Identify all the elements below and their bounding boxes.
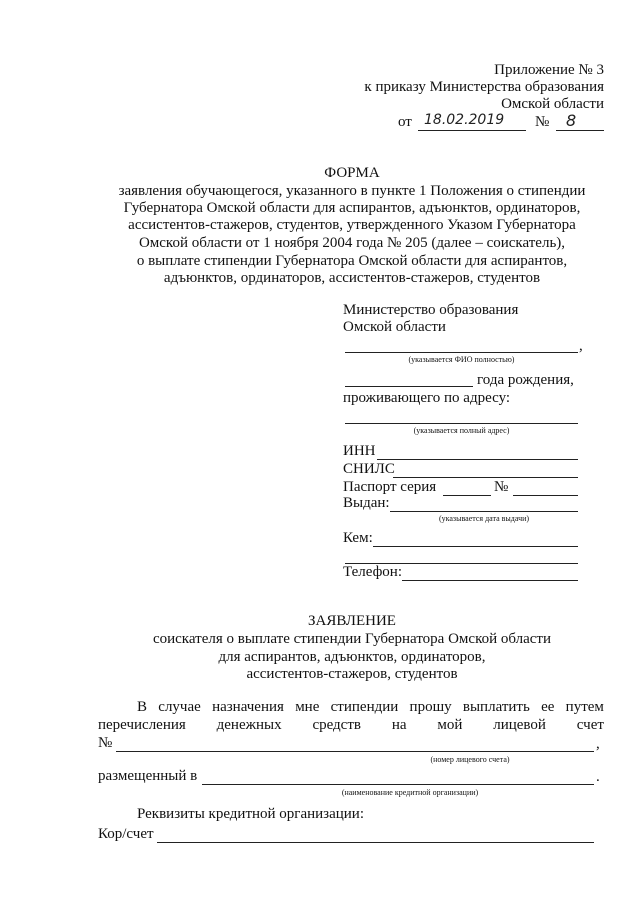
passport-number-field[interactable] bbox=[513, 495, 578, 496]
body-word: счет bbox=[576, 717, 604, 733]
address-field[interactable] bbox=[345, 423, 578, 424]
address-hint: (указывается полный адрес) bbox=[413, 426, 510, 435]
inn-label: ИНН bbox=[343, 443, 376, 459]
body-word: на bbox=[391, 717, 407, 733]
body-word: назначения bbox=[212, 699, 284, 715]
date-line bbox=[418, 130, 526, 131]
issue-date-hint: (указывается дата выдачи) bbox=[438, 514, 530, 523]
residing-label: проживающего по адресу: bbox=[343, 390, 511, 406]
issued-by-label: Кем: bbox=[343, 530, 373, 546]
snils-field[interactable] bbox=[393, 477, 578, 478]
bank-name-hint: (наименование кредитной организации) bbox=[341, 788, 479, 797]
ministry-name-line1: Министерство образования bbox=[343, 302, 519, 318]
body-word: ее bbox=[541, 699, 555, 715]
appendix-number: Приложение № 3 bbox=[494, 62, 604, 78]
birth-year-label: года рождения, bbox=[477, 372, 574, 388]
statement-subtitle-line: ассистентов-стажеров, студентов bbox=[246, 666, 458, 682]
account-number-label: № bbox=[98, 735, 113, 751]
passport-number-label: № bbox=[494, 479, 509, 495]
body-word: прошу bbox=[409, 699, 452, 715]
placed-in-label: размещенный в bbox=[98, 768, 198, 784]
fio-field[interactable] bbox=[345, 352, 578, 353]
form-description-line: о выплате стипендии Губернатора Омской области для аспирантов, bbox=[136, 253, 568, 269]
form-description-line: адъюнктов, ординаторов, ассистентов-стажеров, студентов bbox=[163, 270, 541, 286]
form-heading: ФОРМА bbox=[324, 165, 380, 181]
body-word: случае bbox=[158, 699, 201, 715]
statement-subtitle-line: соискателя о выплате стипендии Губернатора Омской области bbox=[152, 631, 552, 647]
statement-body-line2 bbox=[98, 717, 604, 734]
issued-by-field[interactable] bbox=[373, 546, 578, 547]
form-description-line: ассистентов-стажеров, студентов, утвержденного Указом Губернатора bbox=[128, 217, 576, 233]
account-comma: , bbox=[596, 736, 600, 752]
body-word: путем bbox=[565, 699, 604, 715]
issue-date-field[interactable] bbox=[390, 511, 578, 512]
form-description-line: заявления обучающегося, указанного в пункте 1 Положения о стипендии bbox=[118, 183, 586, 199]
body-word: мой bbox=[437, 717, 463, 733]
phone-field[interactable] bbox=[402, 580, 578, 581]
snils-label: СНИЛС bbox=[343, 461, 395, 477]
inn-field[interactable] bbox=[377, 459, 578, 460]
account-number-hint: (номер лицевого счета) bbox=[430, 755, 510, 764]
bank-name-field[interactable] bbox=[202, 784, 594, 785]
number-label: № bbox=[535, 114, 550, 130]
fio-comma: , bbox=[579, 338, 583, 354]
body-word: В bbox=[137, 699, 148, 715]
statement-subtitle-line: для аспирантов, адъюнктов, ординаторов, bbox=[218, 649, 486, 665]
placed-in-dot: . bbox=[596, 769, 600, 785]
body-word: лицевой bbox=[493, 717, 546, 733]
statement-body-line1 bbox=[137, 699, 604, 716]
issued-label: Выдан: bbox=[343, 495, 390, 511]
date-prefix: от bbox=[398, 114, 412, 130]
appendix-order-ref: к приказу Министерства образования bbox=[364, 79, 604, 95]
order-date-handwritten: 18.02.2019 bbox=[424, 112, 505, 128]
fio-hint: (указывается ФИО полностью) bbox=[408, 355, 515, 364]
appendix-region: Омской области bbox=[501, 96, 604, 112]
passport-series-label: Паспорт серия bbox=[343, 479, 437, 495]
statement-heading: ЗАЯВЛЕНИЕ bbox=[308, 613, 396, 629]
phone-label: Телефон: bbox=[343, 564, 402, 580]
corr-account-label: Кор/счет bbox=[98, 826, 154, 842]
number-line bbox=[556, 130, 604, 131]
body-word: мне bbox=[295, 699, 320, 715]
form-description-line: Губернатора Омской области для аспирантов, адъюнктов, ординаторов, bbox=[123, 200, 581, 216]
corr-account-field[interactable] bbox=[157, 842, 594, 843]
order-number-handwritten: 8 bbox=[566, 111, 577, 130]
birth-year-field[interactable] bbox=[345, 386, 473, 387]
body-word: средств bbox=[312, 717, 361, 733]
bank-details-label: Реквизиты кредитной организации: bbox=[137, 806, 364, 822]
account-number-field[interactable] bbox=[116, 751, 594, 752]
body-word: денежных bbox=[216, 717, 282, 733]
ministry-name-line2: Омской области bbox=[343, 319, 446, 335]
passport-series-field[interactable] bbox=[443, 495, 491, 496]
form-description-line: Омской области от 1 ноября 2004 года № 205 (далее – соискатель), bbox=[138, 235, 566, 251]
body-word: стипендии bbox=[330, 699, 399, 715]
body-word: перечисления bbox=[98, 717, 186, 733]
body-word: выплатить bbox=[462, 699, 530, 715]
